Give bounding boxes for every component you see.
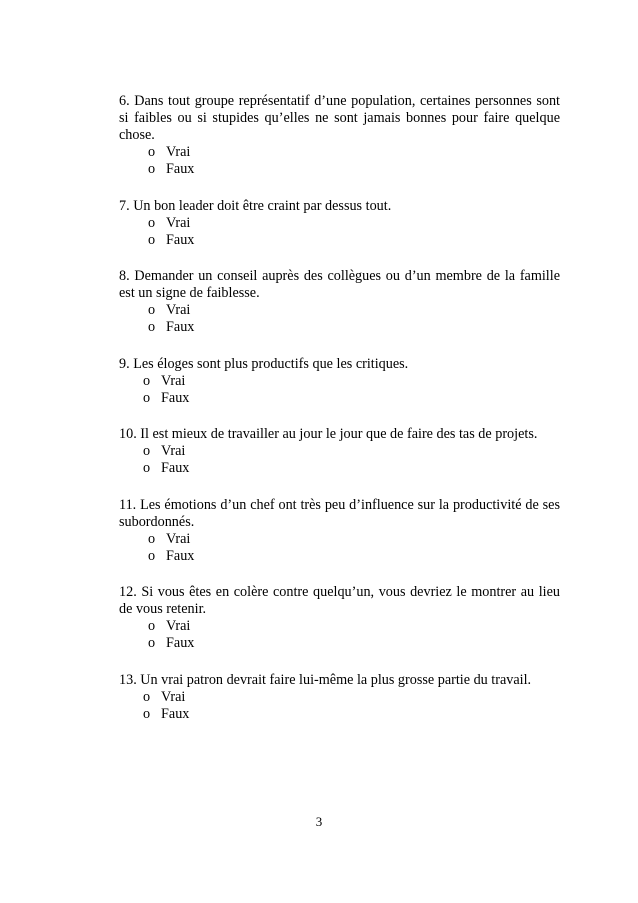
option-faux[interactable]	[143, 460, 560, 477]
circle-bullet-icon: o	[143, 389, 151, 406]
question-text: 10. Il est mieux de travailler au jour le jour que de faire des tas de projets.	[119, 426, 538, 442]
question-6	[119, 93, 560, 178]
circle-bullet-icon: o	[143, 460, 151, 476]
circle-bullet-icon: o	[148, 635, 156, 651]
option-label: Faux	[161, 460, 190, 476]
option-faux[interactable]	[148, 161, 560, 178]
question-9	[119, 356, 560, 407]
circle-bullet-icon: o	[143, 372, 151, 389]
question-text: 8. Demander un conseil auprès des collègues ou d’un membre de la famille est un signe de faiblesse.	[119, 268, 560, 301]
circle-bullet-icon: o	[148, 231, 156, 248]
questionnaire	[119, 93, 560, 742]
option-faux[interactable]	[148, 232, 560, 249]
circle-bullet-icon: o	[148, 319, 156, 335]
option-faux[interactable]	[143, 390, 560, 407]
options-list	[119, 144, 560, 178]
options-list	[119, 689, 560, 723]
question-text: 9. Les éloges sont plus productifs que les critiques.	[119, 355, 409, 372]
option-vrai[interactable]	[148, 215, 560, 232]
circle-bullet-icon: o	[143, 705, 151, 722]
option-label: Faux	[166, 635, 195, 651]
option-vrai[interactable]	[148, 531, 560, 548]
option-vrai[interactable]	[148, 302, 560, 319]
option-label: Faux	[166, 547, 195, 564]
question-10	[119, 426, 560, 477]
option-vrai[interactable]	[148, 618, 560, 635]
circle-bullet-icon: o	[148, 161, 156, 177]
circle-bullet-icon: o	[148, 144, 156, 160]
options-list	[119, 373, 560, 407]
question-text: 12. Si vous êtes en colère contre quelqu’un, vous devriez le montrer au lieu de vous retenir.	[119, 584, 560, 617]
option-label: Faux	[161, 389, 190, 406]
option-vrai[interactable]	[148, 144, 560, 161]
option-label: Vrai	[166, 144, 191, 160]
question-13	[119, 672, 560, 723]
circle-bullet-icon: o	[143, 688, 151, 705]
options-list	[119, 443, 560, 477]
option-faux[interactable]	[143, 706, 560, 723]
option-label: Faux	[166, 231, 195, 248]
option-label: Vrai	[166, 618, 191, 634]
page-number: 3	[315, 814, 323, 829]
circle-bullet-icon: o	[148, 530, 156, 547]
option-label: Vrai	[161, 443, 186, 459]
option-vrai[interactable]	[143, 443, 560, 460]
circle-bullet-icon: o	[143, 443, 151, 459]
option-faux[interactable]	[148, 635, 560, 652]
circle-bullet-icon: o	[148, 547, 156, 564]
question-11	[119, 497, 560, 565]
option-label: Faux	[161, 705, 190, 722]
option-label: Vrai	[166, 302, 191, 318]
option-label: Vrai	[161, 688, 186, 705]
options-list	[119, 302, 560, 336]
question-text: 7. Un bon leader doit être craint par dessus tout.	[119, 197, 392, 214]
circle-bullet-icon: o	[148, 302, 156, 318]
option-faux[interactable]	[148, 548, 560, 565]
question-text: 11. Les émotions d’un chef ont très peu d’influence sur la productivité de ses subordonnés.	[119, 496, 560, 530]
question-text: 6. Dans tout groupe représentatif d’une population, certaines personnes sont si faibles ou si stupides qu’elles ne sont jamais bonnes pour faire quelque chose.	[119, 93, 560, 143]
option-faux[interactable]	[148, 319, 560, 336]
circle-bullet-icon: o	[148, 214, 156, 231]
option-vrai[interactable]	[143, 373, 560, 390]
question-12	[119, 584, 560, 652]
options-list	[119, 215, 560, 249]
option-label: Vrai	[161, 372, 186, 389]
question-8	[119, 268, 560, 336]
question-text: 13. Un vrai patron devrait faire lui-même la plus grosse partie du travail.	[119, 671, 532, 688]
options-list	[119, 618, 560, 652]
circle-bullet-icon: o	[148, 618, 156, 634]
question-7	[119, 198, 560, 249]
option-label: Faux	[166, 161, 195, 177]
option-label: Faux	[166, 319, 195, 335]
option-label: Vrai	[166, 214, 191, 231]
option-vrai[interactable]	[143, 689, 560, 706]
option-label: Vrai	[166, 530, 191, 547]
options-list	[119, 531, 560, 565]
